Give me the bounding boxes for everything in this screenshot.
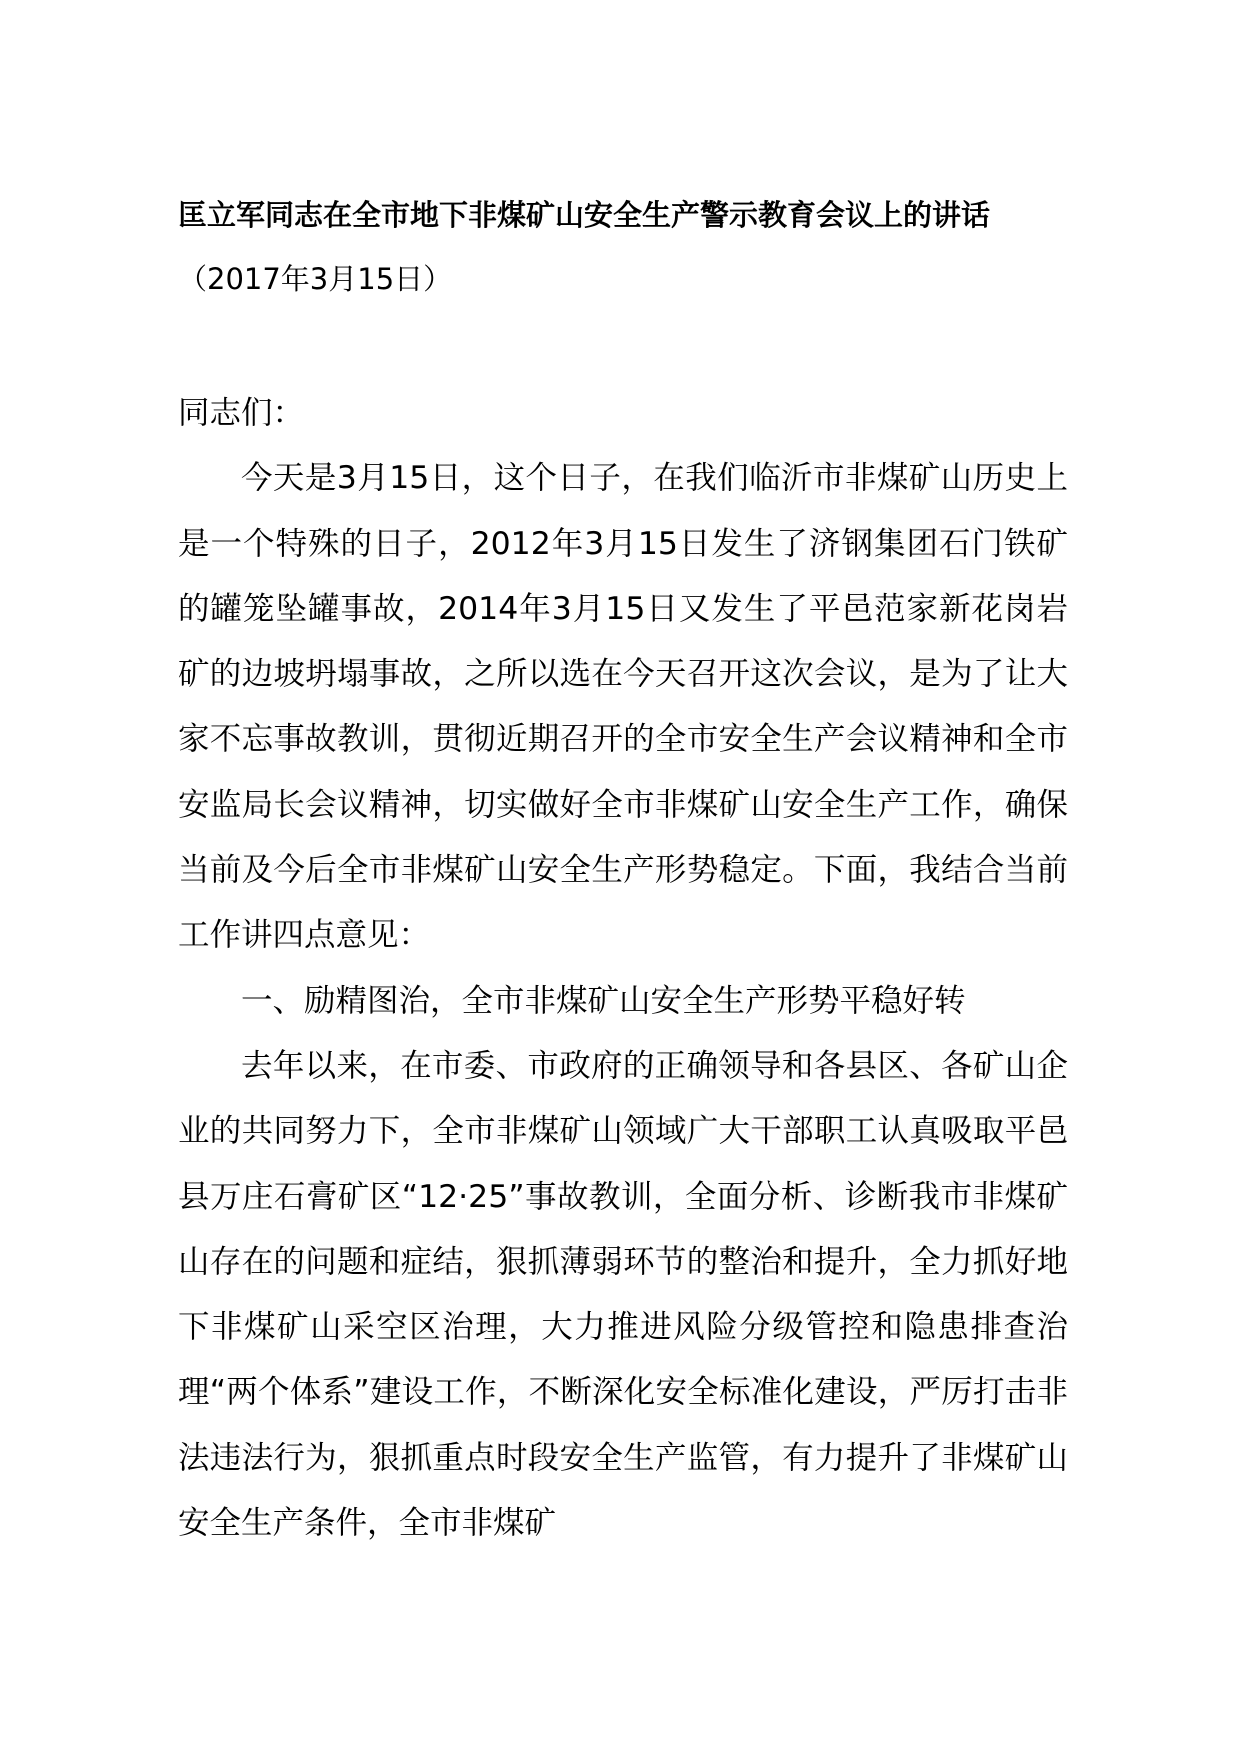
document-body xyxy=(178,381,1068,1556)
document-date: （2017年3月15日） xyxy=(178,262,453,296)
paragraph-intro: 今天是3月15日，这个日子，在我们临沂市非煤矿山历史上是一个特殊的日子，2012年3月15日发生了济钢集团石门铁矿的罐笼坠罐事故，2014年3月15日又发生了平邑范家新花岗岩矿的边坡坍塌事故，之所以选在今天召开这次会议，是为了让大家不忘事故教训，贯彻近期召开的全市安全生产会议精神和全市安监局长会议精神，切实做好全市非煤矿山安全生产工作，确保当前及今后全市非煤矿山安全生产形势稳定。下面，我结合当前工作讲四点意见： xyxy=(178,460,1068,954)
document-title: 匡立军同志在全市地下非煤矿山安全生产警示教育会议上的讲话 xyxy=(178,198,991,232)
salutation: 同志们： xyxy=(178,395,305,431)
section-heading-1: 一、励精图治，全市非煤矿山安全生产形势平稳好转 xyxy=(241,982,966,1019)
paragraph-section-1: 去年以来，在市委、市政府的正确领导和各县区、各矿山企业的共同努力下，全市非煤矿山领域广大干部职工认真吸取平邑县万庄石膏矿区“12·25”事故教训，全面分析、诊断我市非煤矿山存在的问题和症结，狠抓薄弱环节的整治和提升，全力抓好地下非煤矿山采空区治理，大力推进风险分级管控和隐患排查治理“两个体系”建设工作，不断深化安全标准化建设，严厉打击非法违法行为，狠抓重点时段安全生产监管，有力提升了非煤矿山安全生产条件，全市非煤矿 xyxy=(178,1047,1068,1542)
